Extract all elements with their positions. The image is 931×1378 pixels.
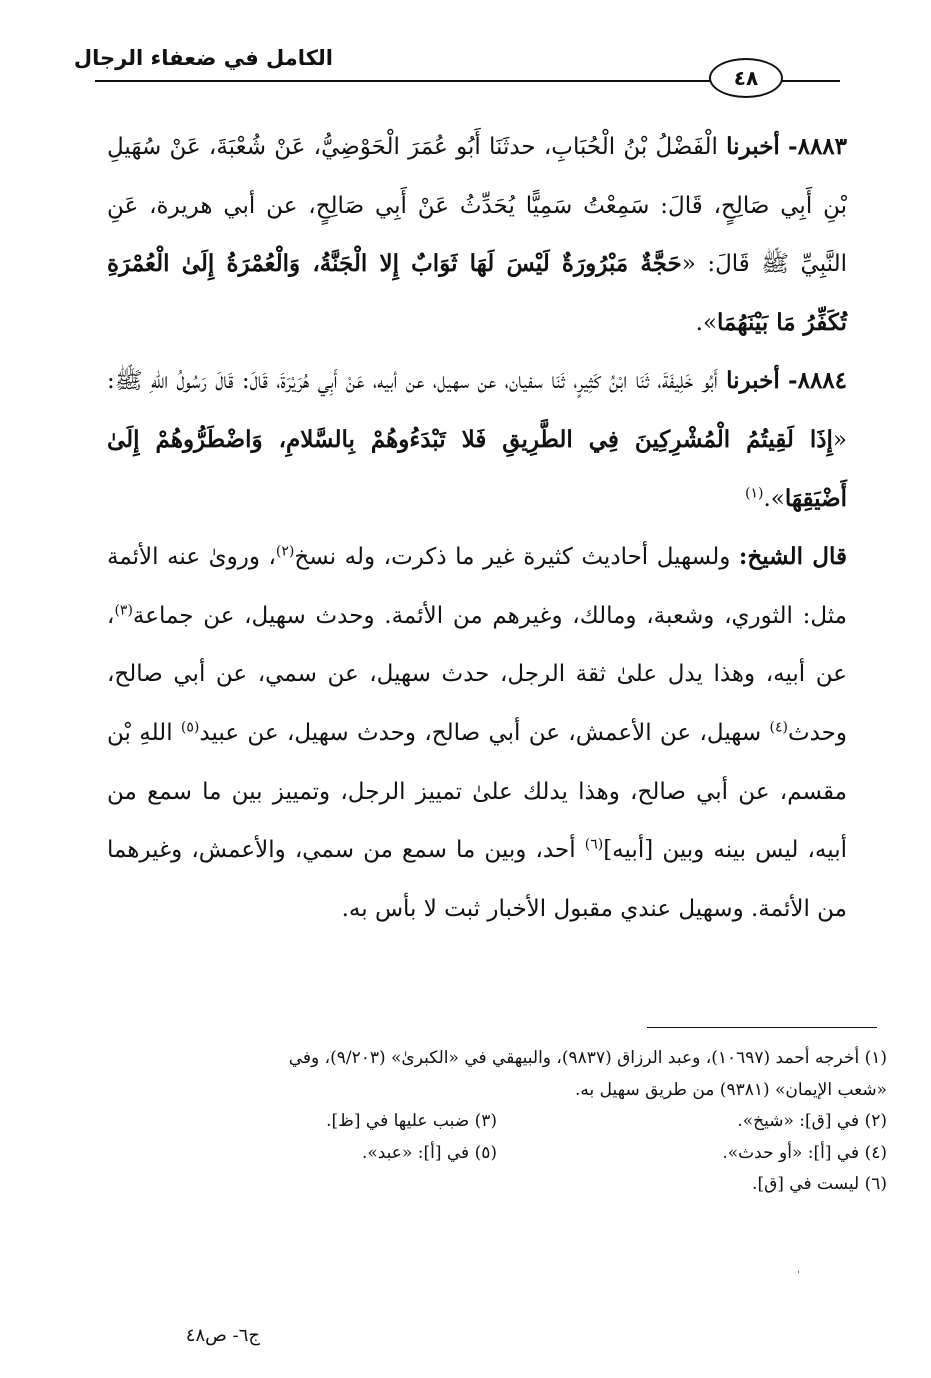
hadith-number: ٨٨٨٤-: [788, 367, 848, 395]
footnote-separator: [647, 1027, 877, 1028]
commentary-text: ، وروىٰ عنه الأئمة مثل: الثوري، وشعبة، ومالك، وغيرهم من الأئمة. وحدث سهيل، عن جماعة: [107, 544, 847, 629]
hadith-matn: إِذَا لَقِيتُمُ الْمُشْرِكِينَ فِي الطَّرِيقِ فَلا تَبْدَءُوهُمْ بِالسَّلامِ، وَاضْطَرُّوهُمْ إِلَىٰ أَضْيَقِهَا: [107, 425, 847, 512]
commentary-text: اللهِ بْن مقسم، عن أبي صالح، وهذا يدلك علىٰ تمييز الرجل، وتمييز بين ما سمع من أبيه، ليس بينه وبين [أبيه]: [107, 719, 847, 864]
quote-close: ».: [763, 485, 785, 512]
footnote-3: (٣) ضبب عليها في [ظ].: [326, 1111, 497, 1131]
hadith-entry: [107, 118, 847, 352]
footnote-6: (٦) ليست في [ق].: [752, 1174, 887, 1194]
commentary-text: ولسهيل أحاديث كثيرة غير ما ذكرت، وله نسخ: [294, 544, 731, 571]
hadith-matn: حَجَّةٌ مَبْرُورَةٌ لَيْسَ لَهَا ثَوَابٌ إِلا الْجَنَّةُ، وَالْعُمْرَةُ إِلَىٰ الْعُمْرَةِ تُكَفِّرُ مَا بَيْنَهُمَا: [107, 250, 847, 336]
footnote-row: [107, 1106, 887, 1138]
volume-page-reference: ج٦- ص٤٨: [185, 1325, 260, 1346]
footnote-1: [107, 1043, 887, 1106]
sheikh-lead: قال الشيخ:: [738, 543, 848, 571]
scan-mark: ': [797, 1270, 800, 1281]
footnote-ref: (١): [745, 484, 764, 501]
footnote-ref: (٢): [275, 543, 295, 560]
commentary-text: أحد، وبين ما سمع من سمي، والأعمش، وغيرهما من الأئمة. وسهيل عندي مقبول الأخبار ثبت لا بأس به.: [107, 837, 847, 922]
footnote-ref: (٥): [180, 719, 200, 736]
footnote-row: [107, 1169, 887, 1201]
commentary-text: سهيل، عن الأعمش، عن أبي صالح، وحدث سهيل، عن عبيد: [199, 719, 762, 746]
hadith-entry: [107, 352, 847, 528]
page-number: ٤٨: [709, 58, 783, 98]
footnote-2: (٢) في [ق]: «شيخ».: [737, 1111, 887, 1131]
footnotes: [107, 1043, 887, 1201]
footnote-ref: (٦): [584, 836, 604, 853]
sheikh-commentary: [107, 528, 847, 938]
footnote-row: [107, 1138, 887, 1170]
footnote-text: (١) أخرجه أحمد (١٠٦٩٧)، وعبد الرزاق (٩٨٣٧)، والبيهقي في «الكبرىٰ» (٩/٢٠٣)، وفي: [288, 1048, 887, 1068]
isnad-text: أَبُو خَلِيفَةَ، ثَنَا ابْنُ كَثِيرٍ، ثَنَا سفيان، عن سهيل، عن أبيه، عَنْ أَبِي هُرَيْرَةَ، قَالَ: قَالَ رَسُولُ اللهِ ﷺ: «: [107, 368, 847, 453]
narration-lead: أخبرنا: [726, 367, 780, 395]
footnote-4: (٤) في [أ]: «أو حدث».: [722, 1142, 887, 1163]
narration-lead: أخبرنا: [726, 133, 780, 160]
main-text: [107, 118, 847, 938]
book-title: الكامل في ضعفاء الرجال: [73, 46, 333, 70]
hadith-number: ٨٨٨٣-: [788, 133, 848, 160]
footnote-5: (٥) في [أ]: «عبد».: [361, 1142, 497, 1163]
footnote-text: «شعب الإيمان» (٩٣٨١) من طريق سهيل به.: [574, 1079, 887, 1100]
footnote-ref: (٤): [769, 719, 788, 736]
commentary-text: ، عن أبيه، وهذا يدل علىٰ ثقة الرجل، حدث سهيل، عن سمي، عن أبي صالح، وحدث: [107, 602, 847, 746]
isnad-text: الْفَضْلُ بْنُ الْحُبَابِ، حدثَنَا أَبُو عُمَرَ الْحَوْضِيُّ، عَنْ شُعْبَةَ، عَنْ سُهَيلِ بْنِ أَبِي صَالِحٍ، قَالَ: سَمِعْتُ سَمِيًّا يُحَدِّثُ عَنْ أَبِي صَالِحٍ، عن أبي هريرة، عَنِ النَّبِيِّ ﷺ قَالَ: «: [107, 134, 848, 278]
footnote-ref: (٣): [114, 602, 133, 619]
quote-close: ».: [695, 309, 718, 336]
